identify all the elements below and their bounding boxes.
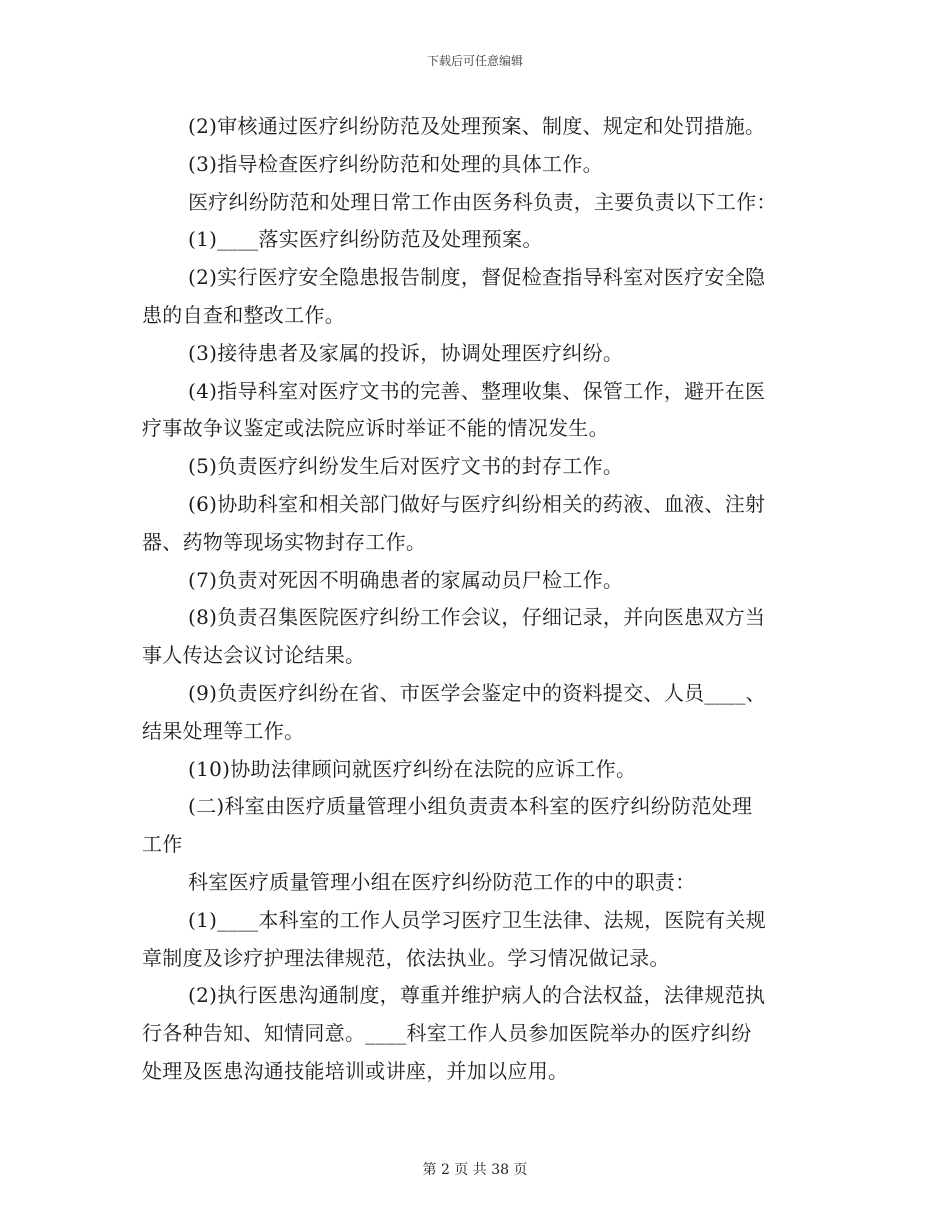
body-line: (4)指导科室对医疗文书的完善、整理收集、保管工作，避开在医 xyxy=(188,378,766,403)
body-line: (9)负责医疗纠纷在省、市医学会鉴定中的资料提交、人员____、 xyxy=(188,680,766,705)
page-header: 下载后可任意编辑 xyxy=(426,54,523,68)
body-line: 器、药物等现场实物封存工作。 xyxy=(142,529,427,554)
body-line: 患的自查和整改工作。 xyxy=(142,302,345,327)
body-line: 章制度及诊疗护理法律规范，依法执业。学习情况做记录。 xyxy=(142,945,670,970)
body-line: (3)接待患者及家属的投诉，协调处理医疗纠纷。 xyxy=(188,340,624,365)
body-line: (6)协助科室和相关部门做好与医疗纠纷相关的药液、血液、注射 xyxy=(188,491,766,516)
body-line: 处理及医患沟通技能培训或讲座，并加以应用。 xyxy=(142,1058,569,1083)
body-line: 医疗纠纷防范和处理日常工作由医务科负责，主要负责以下工作： xyxy=(188,189,777,214)
body-line: (5)负责医疗纠纷发生后对医疗文书的封存工作。 xyxy=(188,454,624,479)
body-line: 工作 xyxy=(142,832,183,857)
body-line: (2)审核通过医疗纠纷防范及处理预案、制度、规定和处罚措施。 xyxy=(188,114,766,138)
body-line: (8)负责召集医院医疗纠纷工作会议，仔细记录，并向医患双方当 xyxy=(188,605,766,630)
body-line: 疗事故争议鉴定或法院应诉时举证不能的情况发生。 xyxy=(142,416,609,441)
document-body xyxy=(142,108,812,1091)
body-line: (3)指导检查医疗纠纷防范和处理的具体工作。 xyxy=(188,151,603,176)
body-line: 事人传达会议讨论结果。 xyxy=(142,643,366,668)
page-number: 第 2 页 共 38 页 xyxy=(422,1162,528,1178)
body-line: (10)协助法律顾问就医疗纠纷在法院的应诉工作。 xyxy=(188,756,637,781)
body-line: (二)科室由医疗质量管理小组负责责本科室的医疗纠纷防范处理 xyxy=(188,794,753,819)
body-line: 行各种告知、知情同意。____科室工作人员参加医院举办的医疗纠纷 xyxy=(142,1021,752,1046)
body-line: (1)____本科室的工作人员学习医疗卫生法律、法规，医院有关规 xyxy=(188,907,766,932)
body-line: 科室医疗质量管理小组在医疗纠纷防范工作的中的职责： xyxy=(188,869,696,894)
body-line: 结果处理等工作。 xyxy=(142,718,305,743)
body-line: (2)实行医疗安全隐患报告制度，督促检查指导科室对医疗安全隐 xyxy=(188,265,766,290)
body-line: (1)____落实医疗纠纷防范及处理预案。 xyxy=(188,227,543,252)
body-line: (7)负责对死因不明确患者的家属动员尸检工作。 xyxy=(188,567,624,592)
body-line: (2)执行医患沟通制度，尊重并维护病人的合法权益，法律规范执 xyxy=(188,983,766,1008)
